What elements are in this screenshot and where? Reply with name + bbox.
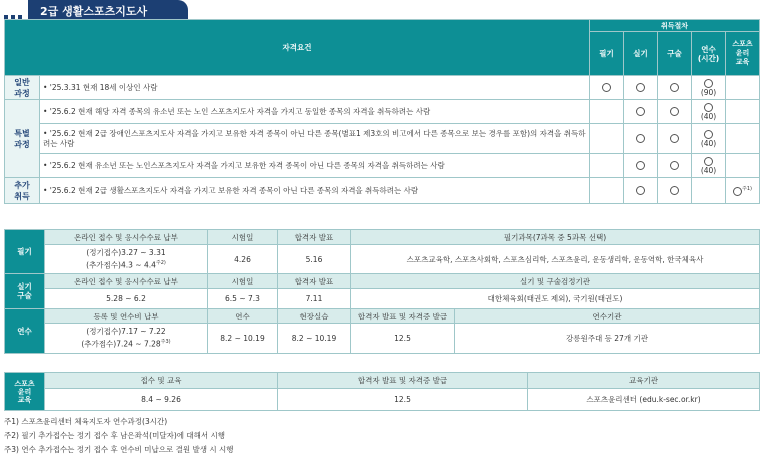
category-additional: 추가 취득 bbox=[5, 178, 40, 204]
mark-oral bbox=[658, 154, 692, 178]
mark-ethics bbox=[726, 100, 760, 124]
ethics-table bbox=[4, 372, 760, 411]
header-written: 필기 bbox=[590, 32, 624, 76]
mark-written bbox=[590, 124, 624, 154]
mark-ethics bbox=[726, 154, 760, 178]
note-ref: 주3) bbox=[160, 339, 171, 346]
written-header-exam-date: 시험일 bbox=[208, 230, 278, 245]
mark-training bbox=[692, 76, 726, 100]
footnote-2: 주2) 필기 추가접수는 정기 접수 후 남은좌석(미달자)에 대해서 시행 bbox=[4, 431, 225, 440]
circle-icon bbox=[733, 187, 742, 196]
additional-register: (추가접수)7.24 ~ 7.28 bbox=[81, 339, 161, 349]
hours-text: (40) bbox=[700, 138, 717, 148]
regular-apply: (정기접수)3.27 ~ 3.31 bbox=[86, 247, 166, 257]
header-practical: 실기 bbox=[624, 32, 658, 76]
footnote-1: 주1) 스포츠윤리센터 체육지도자 연수과정(3시간) bbox=[4, 417, 168, 426]
circle-icon bbox=[704, 157, 713, 166]
mark-oral bbox=[658, 100, 692, 124]
title-banner bbox=[0, 0, 763, 19]
circle-icon bbox=[670, 83, 679, 92]
header-requirements: 자격요건 bbox=[5, 20, 590, 76]
practical-apply-dates: 5.28 ~ 6.2 bbox=[45, 289, 208, 309]
training-header-institution: 연수기관 bbox=[455, 309, 760, 324]
row-general: • '25.3.31 현재 18세 이상인 사람 bbox=[40, 76, 590, 100]
practical-header-apply: 온라인 접수 및 응시수수료 납부 bbox=[45, 274, 208, 289]
row-special-1: • '25.6.2 현재 해당 자격 종목의 유소년 또는 노인 스포츠지도사 자격을 가지고 동일한 종목의 자격을 취득하려는 사람 bbox=[40, 100, 590, 124]
ethics-header-results: 합격자 발표 및 자격증 발급 bbox=[278, 373, 528, 389]
training-institution: 강릉원주대 등 27개 기관 bbox=[455, 324, 760, 354]
mark-oral bbox=[658, 124, 692, 154]
section-written-label: 필기 bbox=[5, 230, 45, 274]
training-results-date: 12.5 bbox=[351, 324, 455, 354]
header-procedure: 취득절차 bbox=[590, 20, 760, 32]
training-register-dates bbox=[45, 324, 208, 354]
written-header-subjects: 필기과목(7과목 중 5과목 선택) bbox=[351, 230, 760, 245]
practical-institution: 대한체육회(태권도 제외), 국기원(태권도) bbox=[351, 289, 760, 309]
circle-icon bbox=[602, 83, 611, 92]
row-special-2: • '25.6.2 현재 2급 장애인스포츠지도사 자격을 가지고 보유한 자격 종목이 아닌 다른 종목(별표1 제3호의 비고에서 다른 종목으로 보는 경우를 포함)의 자격을 취득하려는 사람 bbox=[40, 124, 590, 154]
category-special: 특별 과정 bbox=[5, 100, 40, 178]
mark-ethics bbox=[726, 178, 760, 204]
circle-icon bbox=[636, 107, 645, 116]
training-header-register: 등록 및 연수비 납부 bbox=[45, 309, 208, 324]
mark-training bbox=[692, 178, 726, 204]
written-exam-date: 4.26 bbox=[208, 245, 278, 274]
note-ref: 주1) bbox=[742, 186, 752, 192]
regular-register: (정기접수)7.17 ~ 7.22 bbox=[86, 327, 166, 337]
circle-icon bbox=[670, 107, 679, 116]
practical-header-results: 합격자 발표 bbox=[278, 274, 351, 289]
header-training: 연수 (시간) bbox=[692, 32, 726, 76]
additional-apply: (추가접수)4.3 ~ 4.4 bbox=[86, 260, 156, 270]
training-header-field: 현장실습 bbox=[278, 309, 351, 324]
section-practical-label: 실기 구술 bbox=[5, 274, 45, 309]
mark-written bbox=[590, 154, 624, 178]
mark-practical bbox=[624, 154, 658, 178]
mark-written bbox=[590, 100, 624, 124]
circle-icon bbox=[704, 103, 713, 112]
footnotes bbox=[4, 415, 234, 457]
mark-practical bbox=[624, 76, 658, 100]
training-dates: 8.2 ~ 10.19 bbox=[208, 324, 278, 354]
mark-ethics bbox=[726, 76, 760, 100]
requirements-table bbox=[4, 19, 760, 204]
mark-training bbox=[692, 124, 726, 154]
hours-text: (40) bbox=[700, 111, 717, 121]
written-header-apply: 온라인 접수 및 응시수수료 납부 bbox=[45, 230, 208, 245]
mark-practical bbox=[624, 178, 658, 204]
row-additional: • '25.6.2 현재 2급 생활스포츠지도사 자격을 가지고 보유한 자격 종목이 아닌 다른 종목의 자격을 취득하려는 사람 bbox=[40, 178, 590, 204]
mark-training bbox=[692, 154, 726, 178]
mark-practical bbox=[624, 100, 658, 124]
footnote-3: 주3) 연수 추가접수는 정기 접수 후 연수비 미납으로 결원 발생 시 시행 bbox=[4, 445, 234, 454]
written-subjects: 스포츠교육학, 스포츠사회학, 스포츠심리학, 스포츠윤리, 운동생리학, 운동역학, 한국체육사 bbox=[351, 245, 760, 274]
row-special-3: • '25.6.2 현재 유소년 또는 노인스포츠지도사 자격을 가지고 보유한 자격 종목이 아닌 다른 종목의 자격을 취득하려는 사람 bbox=[40, 154, 590, 178]
practical-header-exam-date: 시험일 bbox=[208, 274, 278, 289]
hours-text: (90) bbox=[700, 87, 717, 97]
circle-icon bbox=[704, 79, 713, 88]
section-ethics-label: 스포츠 윤리 교육 bbox=[5, 373, 45, 411]
ethics-apply-dates: 8.4 ~ 9.26 bbox=[45, 389, 278, 411]
ethics-results-date: 12.5 bbox=[278, 389, 528, 411]
written-apply-dates bbox=[45, 245, 208, 274]
practical-header-institution: 실기 및 구술검정기관 bbox=[351, 274, 760, 289]
mark-written bbox=[590, 178, 624, 204]
mark-oral bbox=[658, 76, 692, 100]
mark-ethics bbox=[726, 124, 760, 154]
circle-icon bbox=[670, 161, 679, 170]
mark-training bbox=[692, 100, 726, 124]
mark-written bbox=[590, 76, 624, 100]
training-header-training: 연수 bbox=[208, 309, 278, 324]
field-practice-dates: 8.2 ~ 10.19 bbox=[278, 324, 351, 354]
training-header-results: 합격자 발표 및 자격증 발급 bbox=[351, 309, 455, 324]
practical-results-date: 7.11 bbox=[278, 289, 351, 309]
schedule-table bbox=[4, 229, 760, 354]
note-ref: 주2) bbox=[155, 259, 166, 266]
header-oral: 구술 bbox=[658, 32, 692, 76]
mark-practical bbox=[624, 124, 658, 154]
section-training-label: 연수 bbox=[5, 309, 45, 354]
circle-icon bbox=[704, 130, 713, 139]
page-title: 2급 생활스포츠지도사 bbox=[28, 0, 188, 19]
ethics-header-institution: 교육기관 bbox=[528, 373, 760, 389]
written-results-date: 5.16 bbox=[278, 245, 351, 274]
circle-icon bbox=[670, 186, 679, 195]
mark-oral bbox=[658, 178, 692, 204]
hours-text: (40) bbox=[700, 165, 717, 175]
circle-icon bbox=[636, 83, 645, 92]
circle-icon bbox=[636, 186, 645, 195]
practical-exam-date: 6.5 ~ 7.3 bbox=[208, 289, 278, 309]
circle-icon bbox=[636, 161, 645, 170]
header-ethics: 스포츠 윤리 교육 bbox=[726, 32, 760, 76]
ethics-institution: 스포츠윤리센터 (edu.k-sec.or.kr) bbox=[528, 389, 760, 411]
circle-icon bbox=[636, 134, 645, 143]
written-header-results: 합격자 발표 bbox=[278, 230, 351, 245]
category-general: 일반 과정 bbox=[5, 76, 40, 100]
ethics-header-apply: 접수 및 교육 bbox=[45, 373, 278, 389]
circle-icon bbox=[670, 134, 679, 143]
